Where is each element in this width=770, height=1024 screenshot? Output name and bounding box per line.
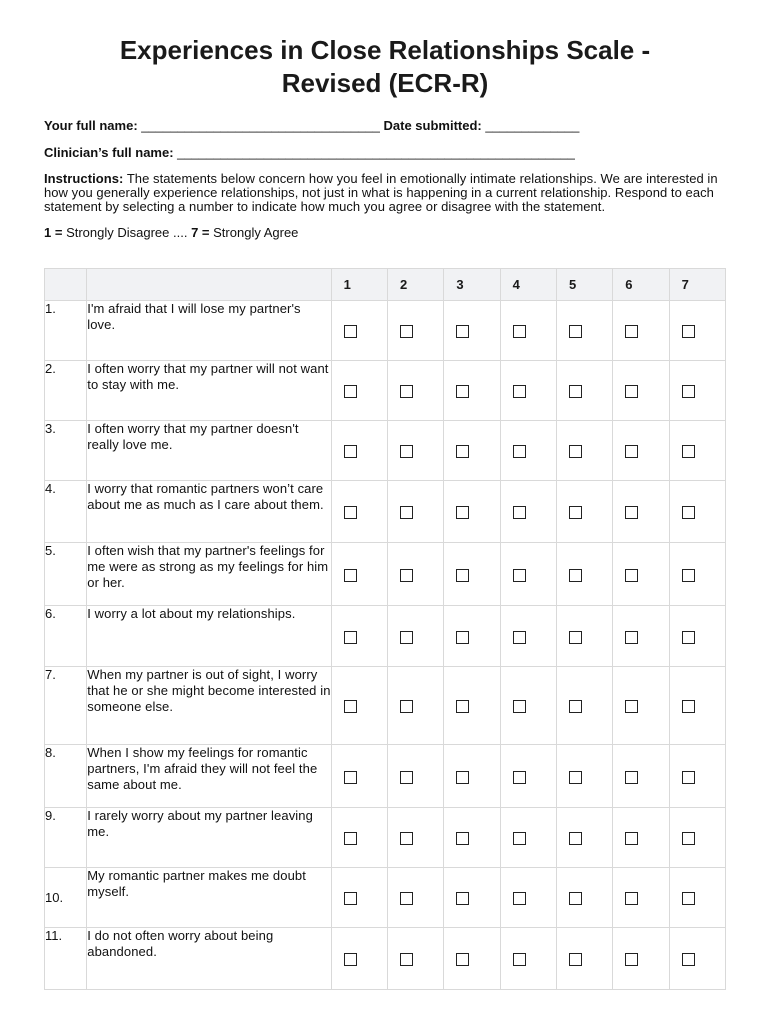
column-header-1: 1 — [331, 269, 387, 301]
item-number: 4. — [45, 481, 87, 543]
rating-checkbox-2[interactable] — [400, 631, 413, 644]
rating-checkbox-2[interactable] — [400, 385, 413, 398]
rating-checkbox-6[interactable] — [625, 506, 638, 519]
rating-cell — [556, 421, 612, 481]
rating-cell — [669, 667, 725, 745]
item-statement: I worry that romantic partners won’t care about me as much as I care about them. — [87, 481, 331, 543]
rating-checkbox-7[interactable] — [682, 631, 695, 644]
rating-checkbox-6[interactable] — [625, 953, 638, 966]
rating-checkbox-7[interactable] — [682, 953, 695, 966]
rating-checkbox-3[interactable] — [456, 700, 469, 713]
rating-checkbox-6[interactable] — [625, 445, 638, 458]
rating-cell — [387, 928, 443, 990]
rating-checkbox-4[interactable] — [513, 700, 526, 713]
column-header-5: 5 — [556, 269, 612, 301]
rating-checkbox-6[interactable] — [625, 832, 638, 845]
rating-cell — [444, 868, 500, 928]
rating-cell — [669, 481, 725, 543]
column-header-2: 2 — [387, 269, 443, 301]
rating-checkbox-2[interactable] — [400, 325, 413, 338]
rating-checkbox-5[interactable] — [569, 325, 582, 338]
rating-checkbox-3[interactable] — [456, 385, 469, 398]
rating-checkbox-1[interactable] — [344, 385, 357, 398]
table-row — [45, 808, 726, 868]
table-row — [45, 361, 726, 421]
rating-cell — [331, 808, 387, 868]
item-statement: I'm afraid that I will lose my partner's love. — [87, 301, 331, 361]
item-statement: My romantic partner makes me doubt myself. — [87, 868, 331, 928]
rating-cell — [500, 928, 556, 990]
rating-cell — [613, 808, 669, 868]
rating-checkbox-1[interactable] — [344, 953, 357, 966]
item-statement: I often wish that my partner's feelings for me were as strong as my feelings for him or her. — [87, 543, 331, 606]
rating-cell — [500, 667, 556, 745]
item-number: 5. — [45, 543, 87, 606]
rating-checkbox-4[interactable] — [513, 953, 526, 966]
clinician-label: Clinician’s full name: — [44, 145, 174, 160]
rating-checkbox-3[interactable] — [456, 445, 469, 458]
rating-cell — [444, 928, 500, 990]
scale-low-number: 1 = — [44, 225, 63, 240]
rating-checkbox-5[interactable] — [569, 832, 582, 845]
instructions — [44, 172, 726, 214]
rating-cell — [500, 606, 556, 667]
name-field[interactable]: _________________________________ — [141, 118, 380, 133]
rating-checkbox-6[interactable] — [625, 892, 638, 905]
rating-cell — [500, 808, 556, 868]
rating-checkbox-3[interactable] — [456, 892, 469, 905]
rating-cell — [444, 745, 500, 808]
date-field[interactable]: _____________ — [485, 118, 580, 133]
rating-cell — [556, 606, 612, 667]
item-number: 10. — [45, 868, 87, 928]
item-number: 9. — [45, 808, 87, 868]
rating-cell — [387, 301, 443, 361]
rating-cell — [556, 543, 612, 606]
rating-checkbox-5[interactable] — [569, 953, 582, 966]
rating-cell — [613, 667, 669, 745]
rating-checkbox-7[interactable] — [682, 325, 695, 338]
rating-cell — [444, 421, 500, 481]
rating-cell — [331, 606, 387, 667]
rating-cell — [669, 928, 725, 990]
rating-checkbox-5[interactable] — [569, 631, 582, 644]
item-statement: When my partner is out of sight, I worry that he or she might become interested in someone else. — [87, 667, 331, 745]
rating-checkbox-4[interactable] — [513, 631, 526, 644]
rating-checkbox-2[interactable] — [400, 832, 413, 845]
rating-checkbox-2[interactable] — [400, 700, 413, 713]
rating-cell — [331, 928, 387, 990]
rating-checkbox-3[interactable] — [456, 325, 469, 338]
column-header-4: 4 — [500, 269, 556, 301]
rating-cell — [387, 361, 443, 421]
scale-high-number: 7 = — [191, 225, 210, 240]
rating-checkbox-1[interactable] — [344, 892, 357, 905]
rating-checkbox-6[interactable] — [625, 569, 638, 582]
rating-checkbox-6[interactable] — [625, 700, 638, 713]
item-statement: I worry a lot about my relationships. — [87, 606, 331, 667]
rating-cell — [669, 808, 725, 868]
rating-checkbox-3[interactable] — [456, 569, 469, 582]
rating-checkbox-4[interactable] — [513, 385, 526, 398]
rating-cell — [331, 543, 387, 606]
rating-checkbox-3[interactable] — [456, 631, 469, 644]
clinician-line — [44, 145, 726, 161]
table-row — [45, 421, 726, 481]
rating-cell — [331, 361, 387, 421]
item-number: 8. — [45, 745, 87, 808]
item-statement: When I show my feelings for romantic partners, I'm afraid they will not feel the same about me. — [87, 745, 331, 808]
rating-checkbox-6[interactable] — [625, 771, 638, 784]
rating-cell — [500, 421, 556, 481]
rating-cell — [331, 421, 387, 481]
rating-checkbox-5[interactable] — [569, 445, 582, 458]
rating-checkbox-2[interactable] — [400, 506, 413, 519]
rating-checkbox-1[interactable] — [344, 325, 357, 338]
name-date-line — [44, 118, 726, 134]
rating-checkbox-1[interactable] — [344, 445, 357, 458]
rating-cell — [556, 808, 612, 868]
clinician-field[interactable]: _______________________________________________________ — [177, 145, 575, 160]
rating-checkbox-4[interactable] — [513, 325, 526, 338]
table-row — [45, 543, 726, 606]
rating-cell — [387, 481, 443, 543]
rating-checkbox-7[interactable] — [682, 569, 695, 582]
item-number: 7. — [45, 667, 87, 745]
rating-cell — [387, 808, 443, 868]
rating-checkbox-4[interactable] — [513, 832, 526, 845]
rating-checkbox-3[interactable] — [456, 832, 469, 845]
table-row — [45, 745, 726, 808]
rating-cell — [669, 361, 725, 421]
rating-checkbox-5[interactable] — [569, 771, 582, 784]
rating-checkbox-2[interactable] — [400, 569, 413, 582]
rating-cell — [387, 543, 443, 606]
rating-checkbox-4[interactable] — [513, 771, 526, 784]
rating-cell — [556, 481, 612, 543]
rating-checkbox-5[interactable] — [569, 700, 582, 713]
rating-checkbox-1[interactable] — [344, 700, 357, 713]
rating-cell — [444, 606, 500, 667]
rating-cell — [556, 868, 612, 928]
rating-cell — [444, 667, 500, 745]
item-statement: I do not often worry about being abandoned. — [87, 928, 331, 990]
rating-checkbox-4[interactable] — [513, 569, 526, 582]
rating-checkbox-4[interactable] — [513, 445, 526, 458]
rating-checkbox-2[interactable] — [400, 771, 413, 784]
column-header-7: 7 — [669, 269, 725, 301]
rating-cell — [500, 481, 556, 543]
rating-checkbox-6[interactable] — [625, 631, 638, 644]
item-number: 6. — [45, 606, 87, 667]
rating-cell — [500, 301, 556, 361]
rating-cell — [669, 421, 725, 481]
item-statement: I often worry that my partner will not want to stay with me. — [87, 361, 331, 421]
rating-cell — [387, 667, 443, 745]
rating-checkbox-7[interactable] — [682, 506, 695, 519]
rating-checkbox-7[interactable] — [682, 385, 695, 398]
rating-cell — [387, 606, 443, 667]
rating-cell — [669, 543, 725, 606]
rating-cell — [331, 745, 387, 808]
item-statement: I rarely worry about my partner leaving me. — [87, 808, 331, 868]
rating-checkbox-5[interactable] — [569, 892, 582, 905]
rating-checkbox-2[interactable] — [400, 445, 413, 458]
rating-cell — [613, 361, 669, 421]
title-line-2: Revised (ECR-R) — [281, 68, 489, 98]
rating-cell — [444, 808, 500, 868]
form-title — [44, 0, 726, 100]
rating-checkbox-7[interactable] — [682, 700, 695, 713]
rating-cell — [669, 868, 725, 928]
scale-low-text: Strongly Disagree .... — [66, 225, 188, 240]
item-number: 2. — [45, 361, 87, 421]
rating-checkbox-3[interactable] — [456, 953, 469, 966]
rating-cell — [556, 301, 612, 361]
rating-cell — [556, 361, 612, 421]
rating-checkbox-2[interactable] — [400, 953, 413, 966]
rating-checkbox-7[interactable] — [682, 771, 695, 784]
table-row — [45, 928, 726, 990]
scale-legend — [44, 225, 726, 241]
rating-cell — [387, 868, 443, 928]
rating-cell — [444, 481, 500, 543]
rating-cell — [613, 481, 669, 543]
rating-cell — [669, 745, 725, 808]
rating-cell — [613, 928, 669, 990]
instructions-label: Instructions: — [44, 171, 124, 186]
rating-checkbox-5[interactable] — [569, 385, 582, 398]
rating-cell — [500, 745, 556, 808]
instructions-text: The statements below concern how you feel in emotionally intimate relationships. We are interested in how you generally experience relationships, not just in what is happening in a current relationship. Respond to each statement by selecting a number to indicate how much you agree or disagree with the statement. — [44, 171, 718, 214]
rating-checkbox-1[interactable] — [344, 506, 357, 519]
rating-checkbox-4[interactable] — [513, 892, 526, 905]
item-statement: I often worry that my partner doesn't really love me. — [87, 421, 331, 481]
rating-cell — [613, 606, 669, 667]
rating-checkbox-5[interactable] — [569, 569, 582, 582]
table-row — [45, 667, 726, 745]
rating-checkbox-2[interactable] — [400, 892, 413, 905]
column-header-3: 3 — [444, 269, 500, 301]
rating-cell — [556, 745, 612, 808]
item-number: 1. — [45, 301, 87, 361]
rating-cell — [613, 421, 669, 481]
table-header-row — [45, 269, 726, 301]
rating-checkbox-1[interactable] — [344, 832, 357, 845]
name-label: Your full name: — [44, 118, 138, 133]
table-row — [45, 481, 726, 543]
date-label: Date submitted: — [383, 118, 482, 133]
rating-checkbox-7[interactable] — [682, 445, 695, 458]
scale-high-text: Strongly Agree — [213, 225, 299, 240]
rating-cell — [613, 301, 669, 361]
rating-checkbox-5[interactable] — [569, 506, 582, 519]
table-row — [45, 606, 726, 667]
rating-cell — [669, 301, 725, 361]
rating-cell — [669, 606, 725, 667]
rating-cell — [444, 543, 500, 606]
rating-checkbox-3[interactable] — [456, 771, 469, 784]
rating-checkbox-1[interactable] — [344, 569, 357, 582]
rating-cell — [500, 868, 556, 928]
table-row — [45, 301, 726, 361]
rating-cell — [613, 868, 669, 928]
table-body — [45, 301, 726, 990]
rating-cell — [444, 361, 500, 421]
rating-cell — [500, 361, 556, 421]
rating-cell — [500, 543, 556, 606]
header-blank — [45, 269, 87, 301]
rating-checkbox-4[interactable] — [513, 506, 526, 519]
rating-checkbox-3[interactable] — [456, 506, 469, 519]
table-row — [45, 868, 726, 928]
rating-checkbox-6[interactable] — [625, 385, 638, 398]
item-number: 11. — [45, 928, 87, 990]
rating-cell — [387, 421, 443, 481]
title-line-1: Experiences in Close Relationships Scale - — [119, 35, 651, 65]
rating-cell — [613, 543, 669, 606]
rating-checkbox-1[interactable] — [344, 771, 357, 784]
rating-cell — [444, 301, 500, 361]
rating-cell — [331, 301, 387, 361]
rating-cell — [556, 667, 612, 745]
rating-cell — [387, 745, 443, 808]
rating-cell — [613, 745, 669, 808]
rating-checkbox-7[interactable] — [682, 832, 695, 845]
rating-checkbox-1[interactable] — [344, 631, 357, 644]
rating-checkbox-7[interactable] — [682, 892, 695, 905]
rating-cell — [556, 928, 612, 990]
rating-cell — [331, 868, 387, 928]
rating-cell — [331, 667, 387, 745]
header-blank — [87, 269, 331, 301]
item-number: 3. — [45, 421, 87, 481]
rating-cell — [331, 481, 387, 543]
response-table — [44, 268, 726, 990]
column-header-6: 6 — [613, 269, 669, 301]
rating-checkbox-6[interactable] — [625, 325, 638, 338]
